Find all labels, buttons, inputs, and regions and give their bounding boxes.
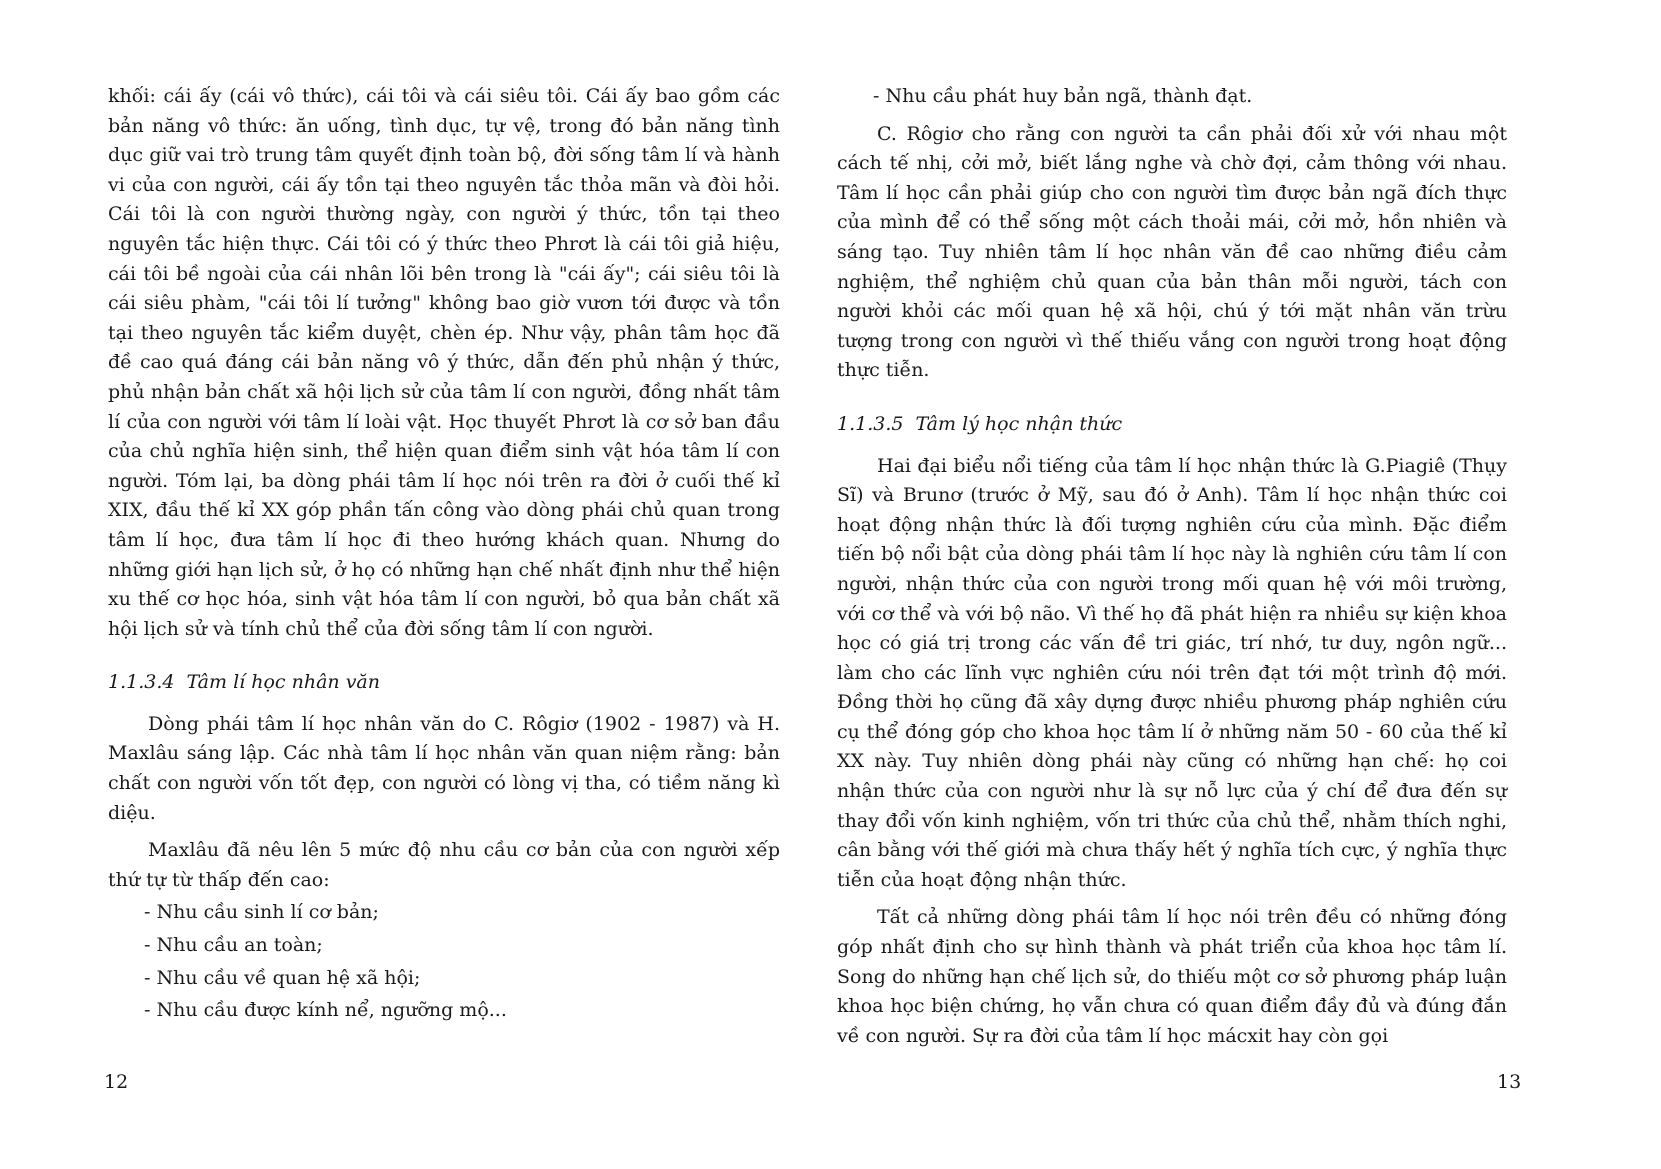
need-item-4: - Nhu cầu được kính nể, ngưỡng mộ...	[144, 999, 507, 1022]
section-title: Tâm lí học nhân văn	[186, 671, 380, 694]
section-number: 1.1.3.5	[837, 412, 904, 435]
need-item-2: - Nhu cầu an toàn;	[144, 934, 323, 957]
need-item-3: - Nhu cầu về quan hệ xã hội;	[144, 966, 421, 989]
right-text-column	[837, 82, 1507, 1051]
summary-paragraph: Tất cả những dòng phái tâm lí học nói trên đều có những đóng góp nhất định cho sự hình thành và phát triển của khoa học tâm lí. Song do những hạn chế lịch sử, do thiếu một cơ sở phương pháp luận khoa học biện chứng, họ vẫn chưa có quan điểm đầy đủ và đúng đắn về con người. Sự ra đời của tâm lí học mácxit hay còn gọi	[837, 906, 1507, 1047]
need-item-5: - Nhu cầu phát huy bản ngã, thành đạt.	[873, 85, 1253, 107]
left-text-column	[108, 82, 780, 1026]
humanistic-paragraph: Dòng phái tâm lí học nhân văn do C. Rôgiơ (1902 - 1987) và H. Maxlâu sáng lập. Các nhà tâm lí học nhân văn quan niệm rằng: bản chất con người vốn tốt đẹp, con người có lòng vị tha, có tiềm năng kì diệu.	[108, 712, 780, 824]
intro-paragraph: khối: cái ấy (cái vô thức), cái tôi và cái siêu tôi. Cái ấy bao gồm các bản năng vô thức: ăn uống, tình dục, tự vệ, trong đó bản năng tình dục giữ vai trò trung tâm quyết định toàn bộ, đời sống tâm lí và hành vi của con người, cái ấy tồn tại theo nguyên tắc thỏa mãn và đòi hỏi. Cái tôi là con người thường ngày, con người ý thức, tồn tại theo nguyên tắc hiện thực. Cái tôi có ý thức theo Phrơt là cái tôi giả hiệu, cái tôi bề ngoài của cái nhân lõi bên trong là "cái ấy"; cái siêu tôi là cái siêu phàm, "cái tôi lí tưởng" không bao giờ vươn tới được và tồn tại theo nguyên tắc kiểm duyệt, chèn ép. Như vậy, phân tâm học đã đề cao quá đáng cái bản năng vô ý thức, dẫn đến phủ nhận ý thức, phủ nhận bản chất xã hội lịch sử của tâm lí con người, đồng nhất tâm lí của con người với tâm lí loài vật. Học thuyết Phrơt là cơ sở ban đầu của chủ nghĩa hiện sinh, thể hiện quan điểm sinh vật hóa tâm lí con người. Tóm lại, ba dòng phái tâm lí học nói trên ra đời ở cuối thế kỉ XIX, đầu thế kỉ XX góp phần tấn công vào dòng phái chủ quan trong tâm lí học, đưa tâm lí học đi theo hướng khách quan. Nhưng do những giới hạn lịch sử, ở họ có những hạn chế nhất định như thể hiện xu thế cơ học hóa, sinh vật hóa tâm lí con người, bỏ qua bản chất xã hội lịch sử và tính chủ thể của đời sống tâm lí con người.	[108, 85, 780, 640]
section-title: Tâm lý học nhận thức	[915, 412, 1123, 435]
page-number-left: 12	[104, 1071, 129, 1093]
section-heading-1-1-3-5	[837, 410, 1507, 440]
left-page	[0, 0, 830, 1169]
right-page	[830, 0, 1661, 1169]
rogers-paragraph: C. Rôgiơ cho rằng con người ta cần phải đối xử với nhau một cách tế nhị, cởi mở, biết lắng nghe và chờ đợi, cảm thông với nhau. Tâm lí học cần phải giúp cho con người tìm được bản ngã đích thực của mình để có thể sống một cách thoải mái, cởi mở, hồn nhiên và sáng tạo. Tuy nhiên tâm lí học nhân văn đề cao những điều cảm nghiệm, thể nghiệm chủ quan của bản thân mỗi người, tách con người khỏi các mối quan hệ xã hội, chú ý tới mặt nhân văn trừu tượng trong con người vì thế thiếu vắng con người trong hoạt động thực tiễn.	[837, 122, 1507, 382]
section-heading-1-1-3-4	[108, 668, 780, 698]
maslow-paragraph: Maxlâu đã nêu lên 5 mức độ nhu cầu cơ bản của con người xếp thứ tự từ thấp đến cao:	[108, 839, 780, 891]
cognitive-paragraph: Hai đại biểu nổi tiếng của tâm lí học nhận thức là G.Piagiê (Thụy Sĩ) và Brunơ (trước ở Mỹ, sau đó ở Anh). Tâm lí học nhận thức coi hoạt động nhận thức là đối tượng nghiên cứu của mình. Đặc điểm tiến bộ nổi bật của dòng phái tâm lí học này là nghiên cứu tâm lí con người, nhận thức của con người trong mối quan hệ với môi trường, với cơ thể và với bộ não. Vì thế họ đã phát hiện ra nhiều sự kiện khoa học có giá trị trong các vấn đề tri giác, trí nhớ, tư duy, ngôn ngữ... làm cho các lĩnh vực nghiên cứu nói trên đạt tới một trình độ mới. Đồng thời họ cũng đã xây dựng được nhiều phương pháp nghiên cứu cụ thể đóng góp cho khoa học tâm lí ở những năm 50 - 60 của thế kỉ XX này. Tuy nhiên dòng phái này cũng có những hạn chế: họ coi nhận thức của con người như là sự nỗ lực của ý chí để đưa đến sự thay đổi vốn kinh nghiệm, vốn tri thức của chủ thể, nhằm thích nghi, cân bằng với thế giới mà chưa thấy hết ý nghĩa tích cực, ý nghĩa thực tiễn của hoạt động nhận thức.	[837, 454, 1507, 891]
section-number: 1.1.3.4	[108, 671, 175, 694]
need-item-1: - Nhu cầu sinh lí cơ bản;	[144, 901, 379, 924]
page-number-right: 13	[1497, 1071, 1522, 1093]
